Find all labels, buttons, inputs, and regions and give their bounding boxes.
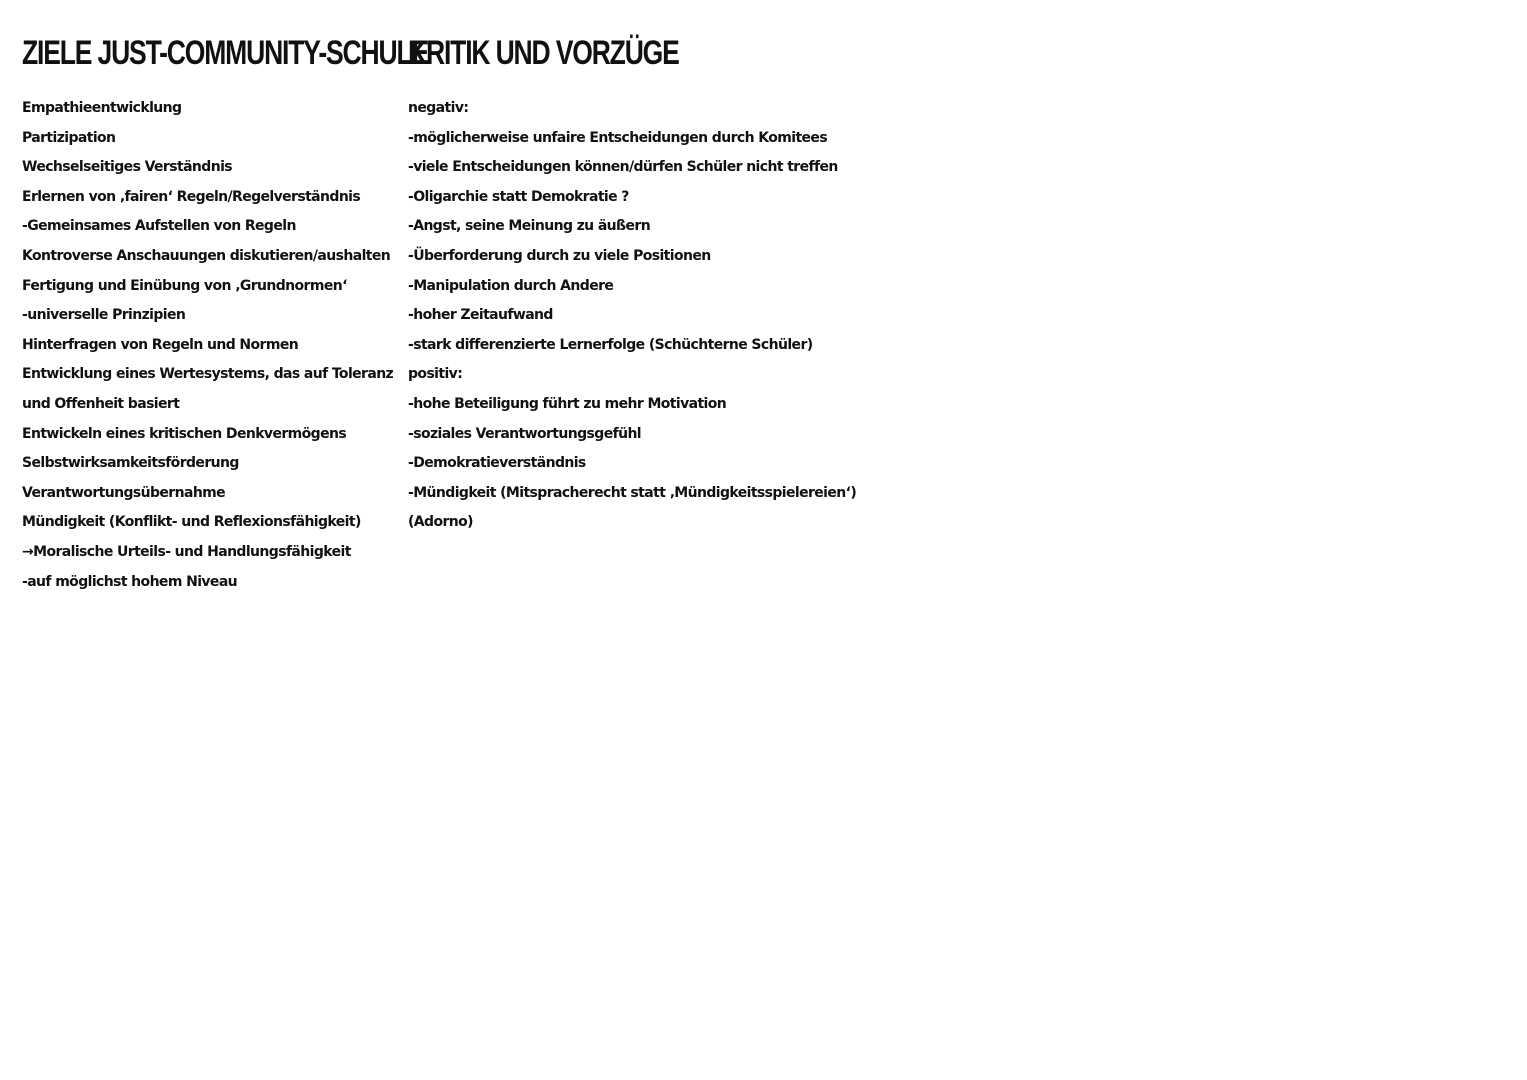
goal-line: und Offenheit basiert: [22, 395, 180, 412]
goal-line: Partizipation: [22, 129, 116, 146]
critique-line: -Oligarchie statt Demokratie ?: [408, 188, 629, 205]
goal-line: Selbstwirksamkeitsförderung: [22, 455, 239, 472]
critique-line: -hohe Beteiligung führt zu mehr Motivation: [408, 395, 727, 412]
goal-line: -universelle Prinzipien: [22, 307, 186, 324]
goal-line: Kontroverse Anschauungen diskutieren/aushalten: [22, 247, 391, 264]
critique-column: [408, 30, 857, 538]
goal-line: Verantwortungsübernahme: [22, 484, 226, 501]
critique-line: -soziales Verantwortungsgefühl: [408, 425, 642, 442]
goal-line: -Gemeinsames Aufstellen von Regeln: [22, 218, 296, 235]
critique-line: -hoher Zeitaufwand: [408, 307, 553, 324]
critique-line: negativ:: [408, 100, 469, 116]
goal-line: Mündigkeit (Konflikt- und Reflexionsfähigkeit): [22, 514, 361, 531]
goals-column: [22, 30, 429, 597]
critique-list: [408, 94, 857, 538]
critique-heading: KRITIK UND VORZÜGE: [408, 34, 679, 72]
critique-line: -Manipulation durch Andere: [408, 277, 614, 294]
goal-line: Fertigung und Einübung von ‚Grundnormen‘: [22, 277, 347, 294]
goal-line: Empathieentwicklung: [22, 100, 182, 116]
goal-line: Erlernen von ‚fairen‘ Regeln/Regelverständnis: [22, 188, 361, 205]
goal-line: Wechselseitiges Verständnis: [22, 159, 233, 176]
goal-line: Entwicklung eines Wertesystems, das auf Toleranz: [22, 366, 394, 383]
goals-list: [22, 94, 394, 597]
critique-line: -stark differenzierte Lernerfolge (Schüchterne Schüler): [408, 336, 813, 353]
goals-heading: ZIELE JUST-COMMUNITY-SCHULE: [22, 34, 429, 72]
goal-line: →Moralische Urteils- und Handlungsfähigkeit: [22, 543, 351, 560]
goal-line: Entwickeln eines kritischen Denkvermögens: [22, 425, 347, 442]
critique-line: -möglicherweise unfaire Entscheidungen durch Komitees: [408, 129, 828, 146]
critique-line: -Mündigkeit (Mitspracherecht statt ‚Mündigkeitsspielereien‘): [408, 484, 857, 501]
critique-line: -Demokratieverständnis: [408, 455, 586, 472]
critique-line: -Angst, seine Meinung zu äußern: [408, 218, 651, 235]
goal-line: Hinterfragen von Regeln und Normen: [22, 336, 299, 353]
critique-line: -Überforderung durch zu viele Positionen: [408, 247, 711, 264]
goal-line: -auf möglichst hohem Niveau: [22, 573, 238, 590]
critique-line: (Adorno): [408, 514, 473, 531]
critique-line: positiv:: [408, 366, 463, 383]
critique-line: -viele Entscheidungen können/dürfen Schüler nicht treffen: [408, 159, 838, 176]
